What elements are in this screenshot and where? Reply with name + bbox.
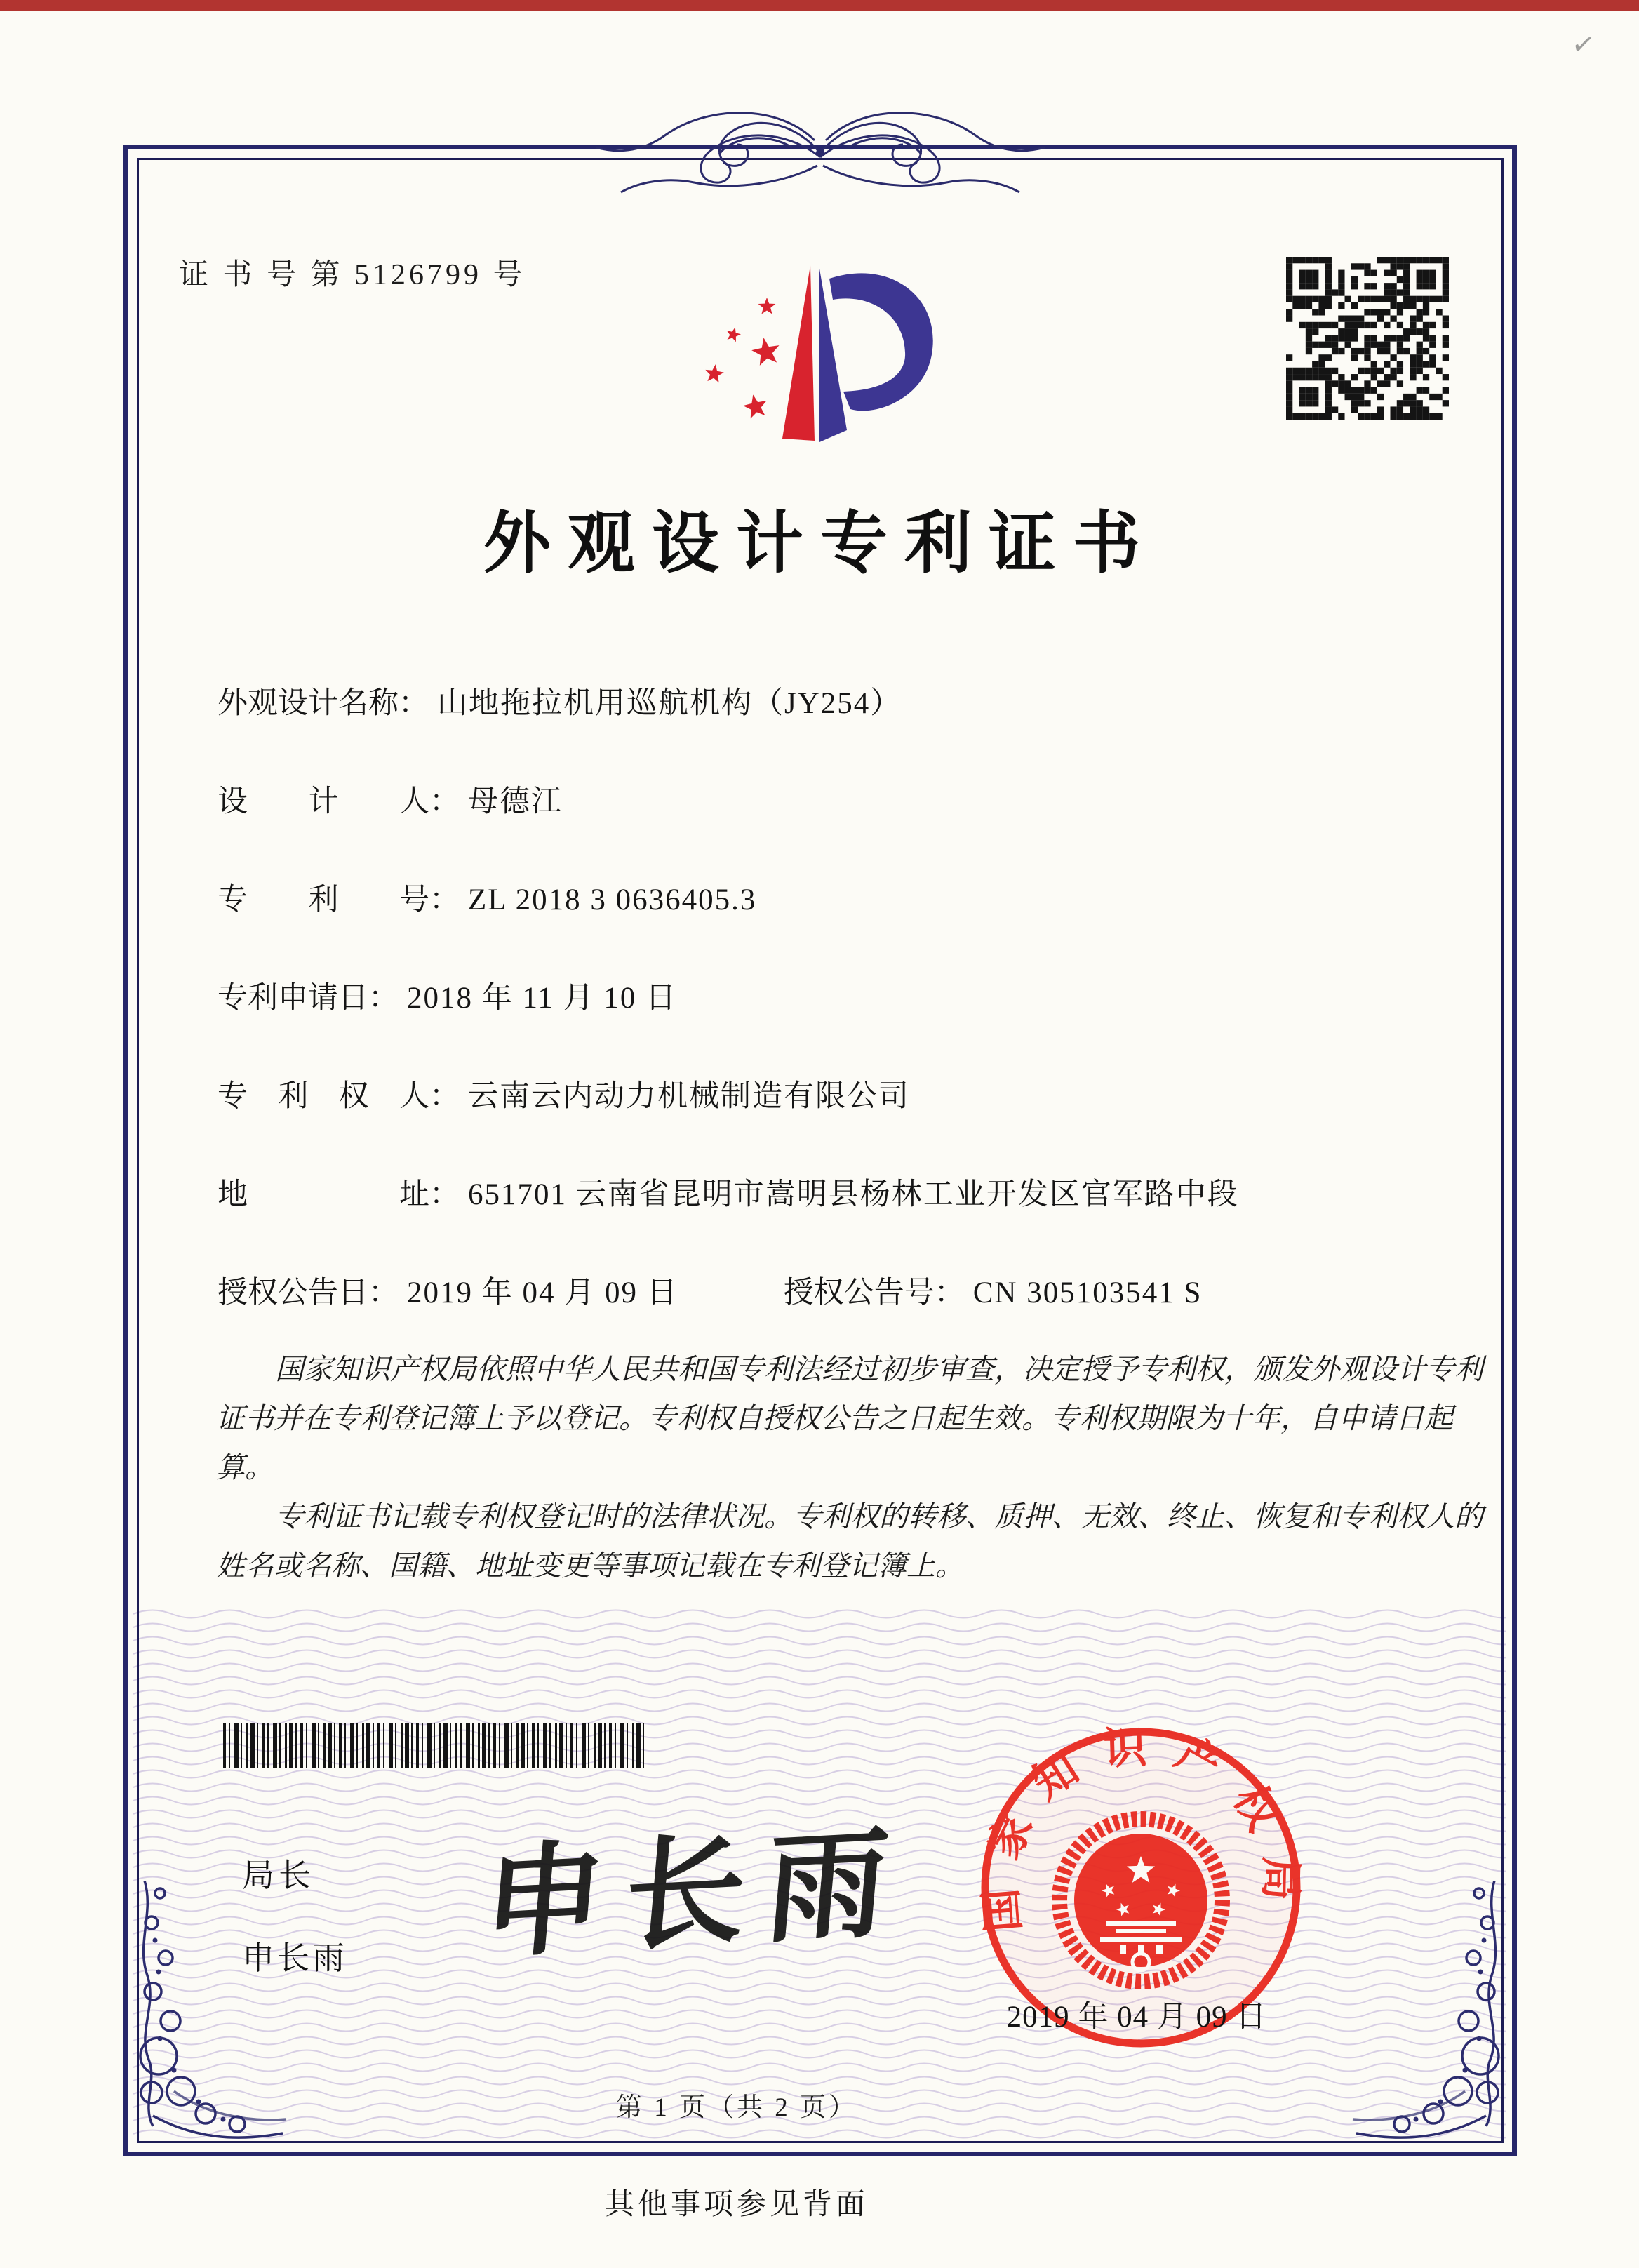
field-colon: ： <box>368 982 399 1015</box>
field-colon: ： <box>429 1178 460 1211</box>
scan-top-red-edge <box>0 0 1639 11</box>
corner-lace-ornament-right <box>1346 1881 1507 2154</box>
grant-date-pair <box>218 1269 678 1312</box>
field-label: 授权公告号 <box>783 1276 935 1309</box>
certificate-title: 外观设计专利证书 <box>483 506 1157 581</box>
field-colon: ： <box>429 883 460 916</box>
field-label: 外观设计名称 <box>218 687 399 720</box>
national-emblem <box>1059 1819 1222 1982</box>
field-value: 山地拖拉机用巡航机构（JY254） <box>437 687 902 720</box>
legal-text <box>216 1345 1487 1590</box>
field-colon: ： <box>934 1276 965 1309</box>
qr-code <box>1286 257 1449 420</box>
field-label: 专利号 <box>218 883 429 916</box>
field-label: 专利权人 <box>218 1080 429 1113</box>
field-label: 设计人 <box>218 785 429 818</box>
handwritten-signature: 申长雨 <box>477 1809 915 1975</box>
field-patent-number <box>218 876 1494 919</box>
logo-red-wedge <box>782 265 815 441</box>
field-application-date <box>218 974 1494 1017</box>
field-colon: ： <box>429 785 460 818</box>
field-grant-row <box>218 1269 1494 1312</box>
barcode <box>223 1723 648 1768</box>
seal-ring-text: 国家知识产权局 <box>975 1723 1304 1934</box>
field-colon: ： <box>368 1276 399 1309</box>
signer-name: 申长雨 <box>242 1940 347 1976</box>
field-label: 地址 <box>218 1178 429 1211</box>
field-value: 云南云内动力机械制造有限公司 <box>468 1080 910 1113</box>
cnipa-logo <box>660 232 933 463</box>
logo-p-bowl <box>829 273 933 411</box>
dragon-flourish-ornament <box>554 98 1087 204</box>
seal-date: 2019 年 04 月 09 日 <box>1006 2001 1267 2034</box>
grant-number-pair <box>784 1269 1203 1312</box>
signer-role: 局长 <box>242 1857 315 1893</box>
field-value: 2018 年 11 月 10 日 <box>407 982 678 1015</box>
field-design-name <box>218 679 1494 722</box>
field-value: CN 305103541 S <box>972 1276 1203 1309</box>
field-patentee <box>218 1072 1494 1115</box>
field-label: 授权公告日 <box>218 1276 368 1309</box>
page-number: 第 1 页（共 2 页） <box>616 2093 857 2122</box>
legal-paragraph-2: 专利证书记载专利权登记时的法律状况。专利权的转移、质押、无效、终止、恢复和专利权人的姓名或名称、国籍、地址变更等事项记载在专利登记簿上。 <box>216 1500 1483 1582</box>
pen-checkmark: ✓ <box>1570 27 1598 62</box>
certificate-number: 证 书 号 第 5126799 号 <box>179 259 526 291</box>
field-value: 651701 云南省昆明市嵩明县杨林工业开发区官军路中段 <box>468 1178 1239 1211</box>
field-designer <box>218 778 1494 820</box>
field-address <box>218 1170 1494 1213</box>
back-side-note: 其他事项参见背面 <box>604 2189 869 2221</box>
field-label: 专利申请日 <box>218 982 368 1015</box>
signer-block <box>242 1850 347 1979</box>
field-value: ZL 2018 3 0636405.3 <box>468 883 757 916</box>
field-colon: ： <box>429 1080 460 1113</box>
field-value: 2019 年 04 月 09 日 <box>407 1276 678 1309</box>
field-colon: ： <box>399 687 429 720</box>
field-value: 母德江 <box>468 785 563 818</box>
legal-paragraph-1: 国家知识产权局依照中华人民共和国专利法经过初步审查，决定授予专利权，颁发外观设计专利证书并在专利登记簿上予以登记。专利权自授权公告之日起生效。专利权期限为十年，自申请日起算。 <box>216 1352 1483 1484</box>
